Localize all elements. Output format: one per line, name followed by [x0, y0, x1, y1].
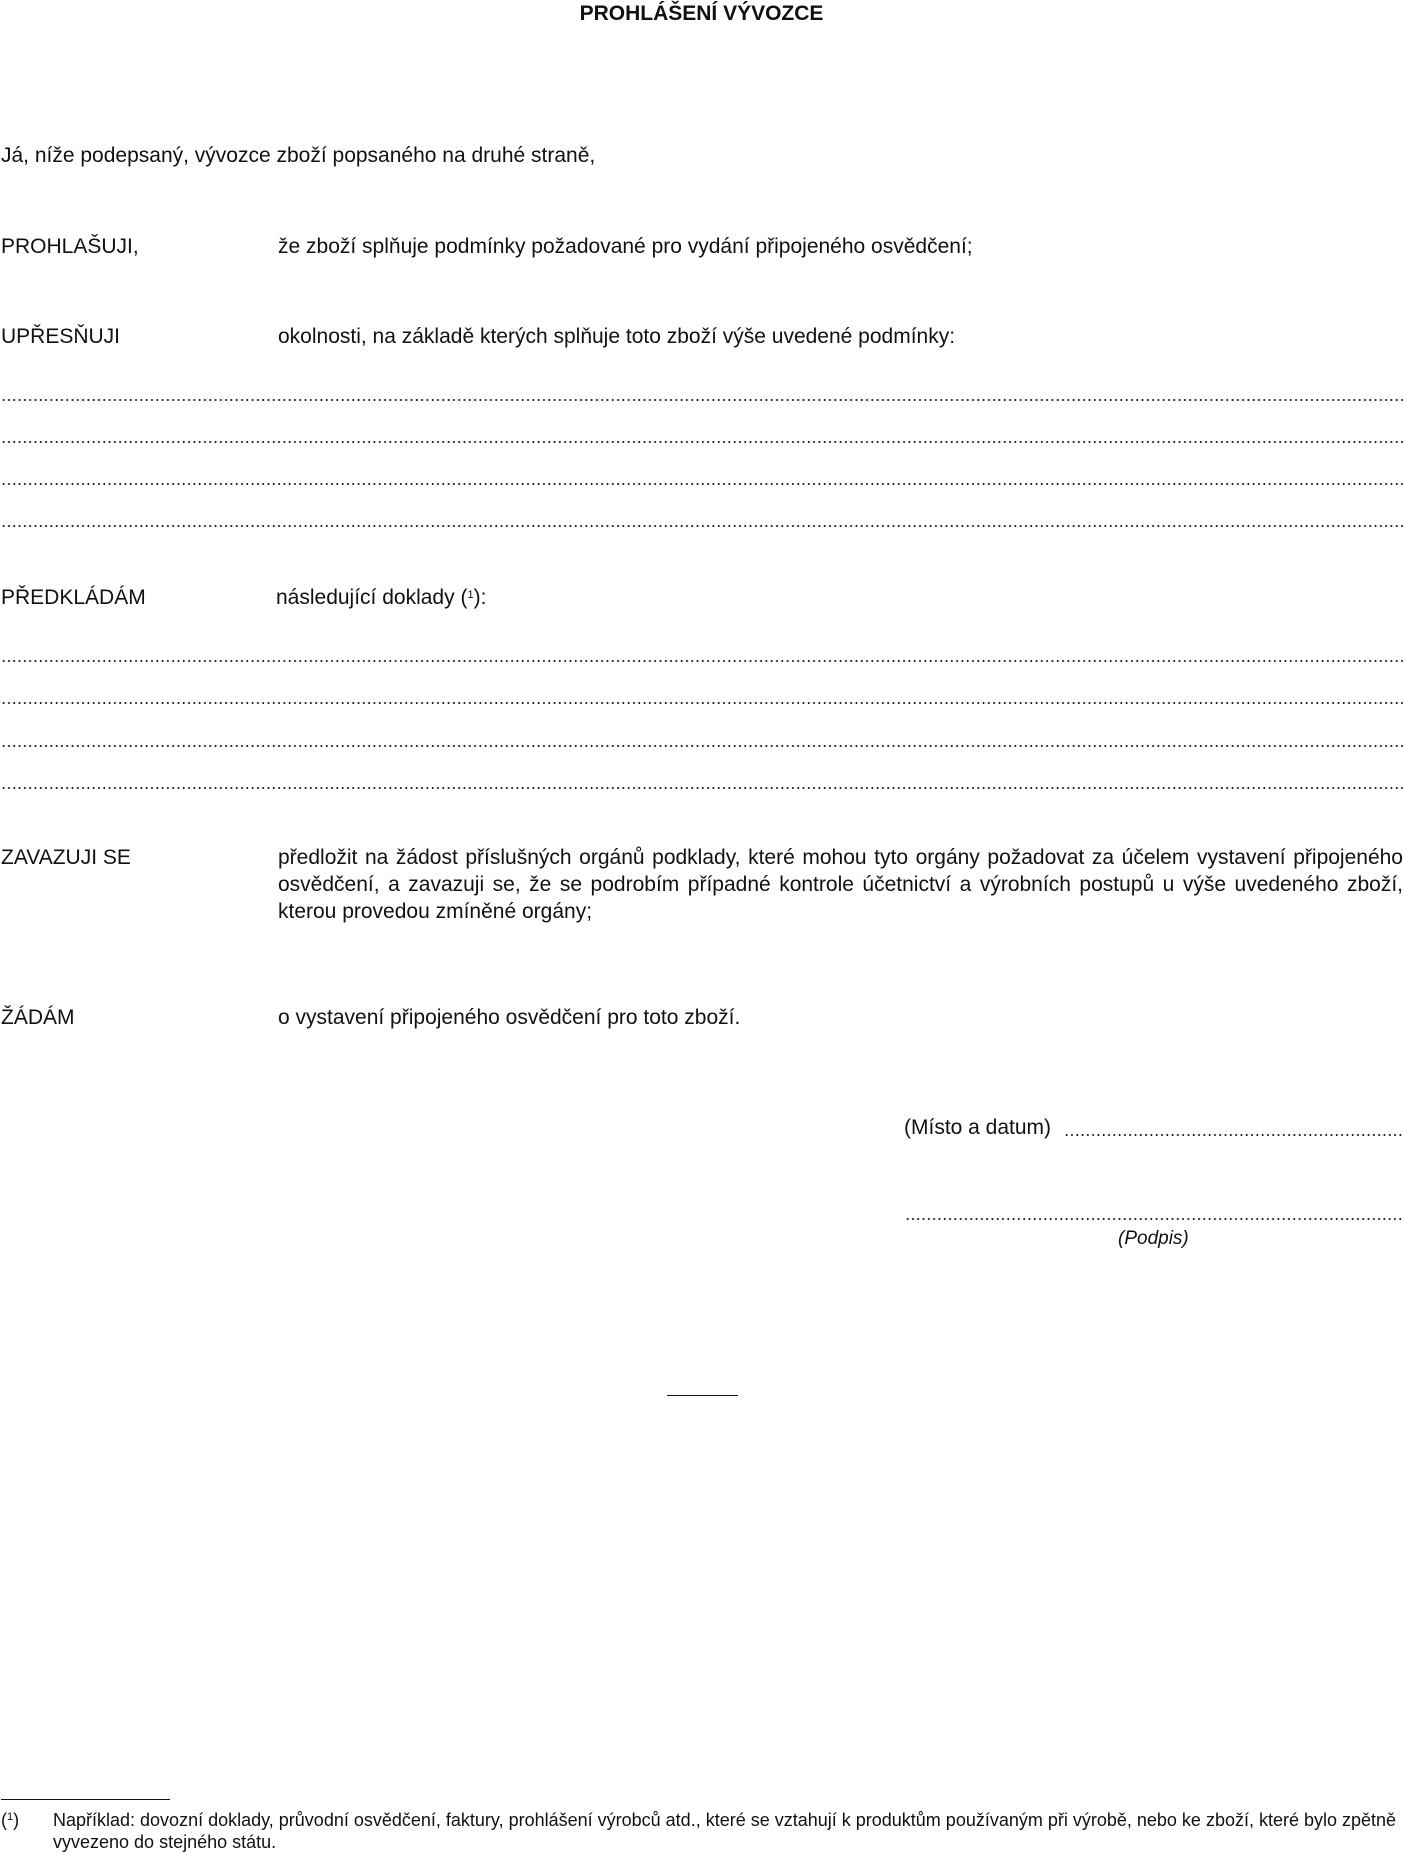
submit-label: PŘEDKLÁDÁM — [1, 586, 146, 609]
submit-text-before: následující doklady ( — [276, 586, 468, 609]
submit-text-after: ): — [473, 586, 487, 609]
submit-dotted-line-3[interactable] — [1, 745, 1403, 747]
specify-text: okolnosti, na základě kterých splňuje toto zboží výše uvedené podmínky: — [278, 325, 956, 348]
footnote-text: Například: dovozní doklady, průvodní osvědčení, faktury, prohlášení výrobců atd., které se vztahují k produktům používaným při výrobě, nebo ke zboží, které bylo zpětně vyvezeno do stejného státu. — [53, 1810, 1397, 1852]
request-text: o vystavení připojeného osvědčení pro toto zboží. — [278, 1006, 741, 1029]
declare-text: že zboží splňuje podmínky požadované pro vydání připojeného osvědčení; — [278, 235, 973, 258]
end-separator — [667, 1395, 738, 1396]
specify-dotted-line-4[interactable] — [1, 525, 1403, 527]
document-title: PROHLÁŠENÍ VÝVOZCE — [579, 2, 824, 25]
place-date-dotted-line[interactable] — [1064, 1134, 1403, 1136]
signature-label: (Podpis) — [1118, 1228, 1189, 1249]
specify-dotted-line-3[interactable] — [1, 483, 1403, 485]
signature-dotted-line[interactable] — [905, 1218, 1403, 1220]
submit-dotted-line-1[interactable] — [1, 660, 1403, 662]
intro-text: Já, níže podepsaný, vývozce zboží popsaného na druhé straně, — [1, 144, 596, 167]
footnote-ref: 1 — [467, 589, 474, 601]
submit-text — [276, 584, 486, 611]
specify-label: UPŘESŇUJI — [1, 325, 121, 348]
specify-dotted-line-2[interactable] — [1, 441, 1403, 443]
declare-label: PROHLAŠUJI, — [1, 235, 139, 258]
footnote-marker: ($^1$) — [1, 1810, 20, 1830]
request-label: ŽÁDÁM — [1, 1006, 75, 1029]
undertake-label: ZAVAZUJI SE — [1, 846, 131, 869]
place-date-label: (Místo a datum) — [904, 1116, 1052, 1139]
submit-dotted-line-4[interactable] — [1, 787, 1403, 789]
submit-dotted-line-2[interactable] — [1, 702, 1403, 704]
footnote-separator — [1, 1799, 170, 1800]
undertake-text: předložit na žádost příslušných orgánů podklady, které mohou tyto orgány požadovat za účelem vystavení připojeného osvědčení, a zavazuji se, že se podrobím případné kontrole účetnictví a výrobních postupů u výše uvedeného zboží, kterou provedou zmíněné orgány; — [278, 846, 1403, 923]
specify-dotted-line-1[interactable] — [1, 399, 1403, 401]
